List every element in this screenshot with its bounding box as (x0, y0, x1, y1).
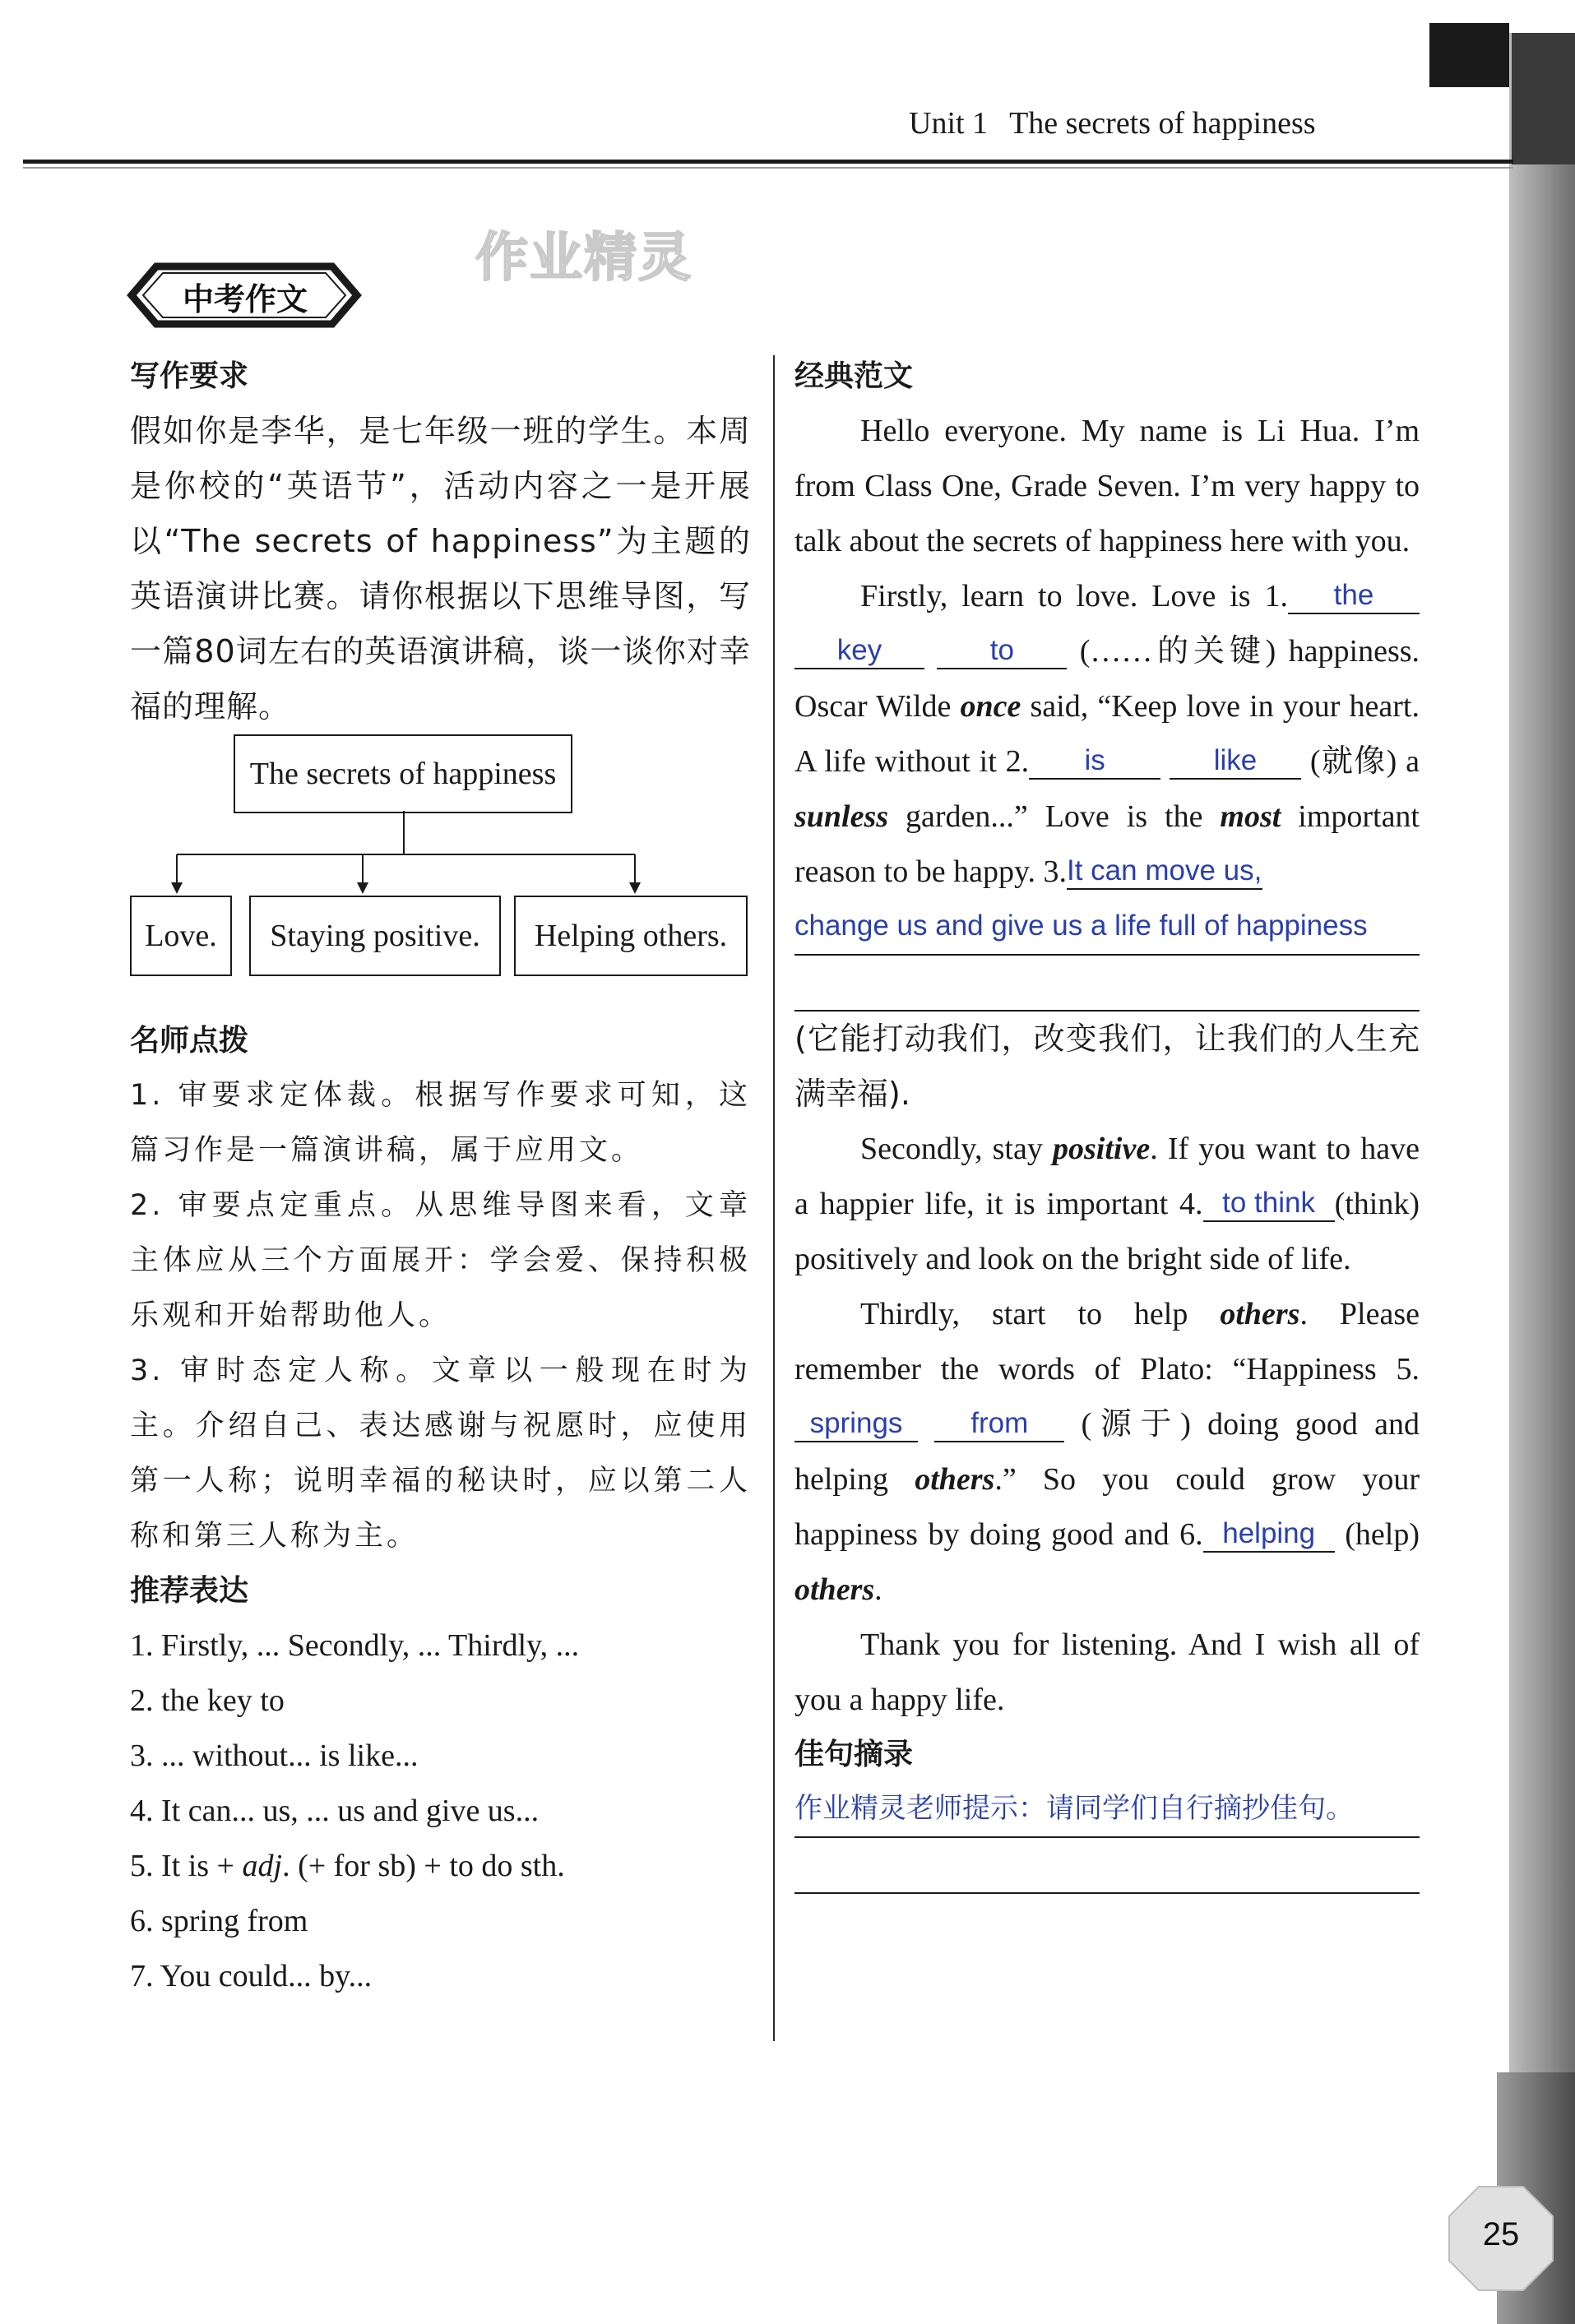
answer-blank-2a: is (1029, 743, 1160, 780)
essay-paragraph-4 (794, 1287, 1420, 1618)
essay-text: Thirdly, start to help (860, 1297, 1221, 1331)
essay-paragraph-3 (794, 1122, 1420, 1287)
quotes-answer-line: 作业精灵老师提示：请同学们自行摘抄佳句。 (794, 1782, 1420, 1838)
answer-blank-6: helping (1203, 1516, 1335, 1553)
essay-translation: (它能打动我们，改变我们，让我们的人生充满幸福). (794, 1021, 1420, 1112)
emphasis-word: once (960, 689, 1021, 724)
running-header (909, 105, 1316, 141)
essay-text: (源于) doing good and helping (794, 1407, 1420, 1497)
answer-blank-5b: from (934, 1406, 1064, 1442)
watermark: 作业精灵 (475, 228, 693, 289)
answer-blank-1b: key (794, 633, 924, 669)
emphasis-word: others (915, 1462, 995, 1497)
emphasis-word: positive (1053, 1132, 1151, 1166)
page-edge-tab (1512, 33, 1575, 164)
expression-item-text: . (+ for sb) + to do sth. (282, 1849, 565, 1883)
essay-text: . (874, 1572, 882, 1607)
header-unit: Unit 1 (909, 106, 989, 141)
essay-text: important reason to be happy. 3. (794, 799, 1420, 889)
answer-blank-3-line2: change us and give us a life full of happiness (794, 900, 1420, 956)
essay-text: said, “Keep love in your heart. A life without it 2. (794, 689, 1420, 779)
left-column (130, 350, 751, 2004)
mind-map-root: The secrets of happiness (234, 734, 572, 813)
section-banner-label: 中考作文 (182, 281, 308, 317)
essay-paragraph-1: Hello everyone. My name is Li Hua. I’m from Class One, Grade Seven. I’m very happy to talk about the secrets of happiness here with you. (794, 414, 1420, 558)
essay-text: . If you want to have a happier life, it is important 4. (794, 1132, 1420, 1221)
expression-item (130, 1839, 751, 1894)
mind-map (130, 734, 751, 1014)
expression-item-adj: adj (242, 1849, 283, 1883)
column-divider (773, 355, 775, 2041)
mind-map-node-helping: Helping others. (514, 896, 748, 976)
mind-map-node-love: Love. (130, 896, 232, 976)
answer-blank-1c: to (937, 633, 1067, 669)
answer-blank-4: to think (1203, 1186, 1335, 1222)
expression-item: 7. You could... by... (130, 1959, 373, 1993)
expression-item: 2. the key to (130, 1683, 285, 1718)
expressions-heading: 推荐表达 (130, 1574, 249, 1608)
mind-map-node-positive: Staying positive. (249, 896, 501, 976)
model-essay-heading: 经典范文 (794, 359, 914, 393)
essay-text: . Please remember the words of Plato: “Happiness 5. (794, 1297, 1420, 1387)
answer-blank-5a: springs (794, 1406, 918, 1442)
emphasis-word: most (1220, 799, 1281, 834)
page-edge-shade (1509, 33, 1575, 2171)
answer-blank-3-line3 (794, 956, 1420, 1012)
essay-text: (就像) a (1309, 744, 1420, 779)
header-rule (23, 160, 1513, 164)
essay-paragraph-2 (794, 569, 1420, 900)
right-column (794, 350, 1420, 1894)
essay-text: Firstly, learn to love. Love is 1. (860, 579, 1288, 613)
essay-text: Secondly, stay (860, 1132, 1053, 1166)
expression-item: 3. ... without... is like... (130, 1738, 419, 1773)
tip-item: 3. 审时态定人称。文章以一般现在时为主。介绍自己、表达感谢与祝愿时，应使用第一人称；说明幸福的秘诀时，应以第二人称和第三人称为主。 (130, 1354, 751, 1553)
header-title-text: The secrets of happiness (1009, 106, 1316, 141)
tip-item: 1. 审要求定体裁。根据写作要求可知，这篇习作是一篇演讲稿，属于应用文。 (130, 1079, 751, 1167)
expression-item-text: 5. It is + (130, 1849, 243, 1883)
page-number: 25 (1482, 2216, 1520, 2252)
essay-text: (help) (1334, 1517, 1420, 1552)
essay-text: .” So you could grow your happiness by doing good and 6. (794, 1462, 1420, 1552)
essay-text: (think) positively and look on the bright side of life. (794, 1187, 1420, 1276)
answer-blank-1a: the (1288, 578, 1420, 614)
essay-paragraph-5: Thank you for listening. And I wish all of you a happy life. (794, 1627, 1420, 1717)
emphasis-word: others (794, 1572, 875, 1607)
essay-text: (……的关键) happiness. Oscar Wilde (794, 634, 1420, 724)
header-corner-block (1429, 23, 1509, 87)
expression-item: 4. It can... us, ... us and give us... (130, 1794, 540, 1828)
emphasis-word: sunless (794, 799, 889, 834)
answer-blank-2b: like (1170, 743, 1301, 780)
expression-item: 6. spring from (130, 1904, 308, 1938)
header-rule-thin (23, 167, 1513, 169)
essay-text: garden...” Love is the (888, 799, 1221, 834)
writing-requirements-heading: 写作要求 (130, 359, 249, 393)
tip-item: 2. 审要点定重点。从思维导图来看，文章主体应从三个方面展开：学会爱、保持积极乐观和开始帮助他人。 (130, 1189, 751, 1332)
quotes-heading: 佳句摘录 (794, 1738, 914, 1771)
expression-item: 1. Firstly, ... Secondly, ... Thirdly, ... (130, 1628, 580, 1663)
writing-requirements-text: 假如你是李华，是七年级一班的学生。本周是你校的“英语节”，活动内容之一是开展以“The secrets of happiness”为主题的英语演讲比赛。请你根据以下思维导图，写一篇80词左右的英语演讲稿，谈一谈你对幸福的理解。 (130, 413, 751, 725)
quotes-empty-line (794, 1838, 1420, 1894)
answer-blank-3-start: It can move us, (1067, 854, 1262, 890)
tips-heading: 名师点拨 (130, 1024, 249, 1058)
emphasis-word: others (1220, 1297, 1300, 1331)
